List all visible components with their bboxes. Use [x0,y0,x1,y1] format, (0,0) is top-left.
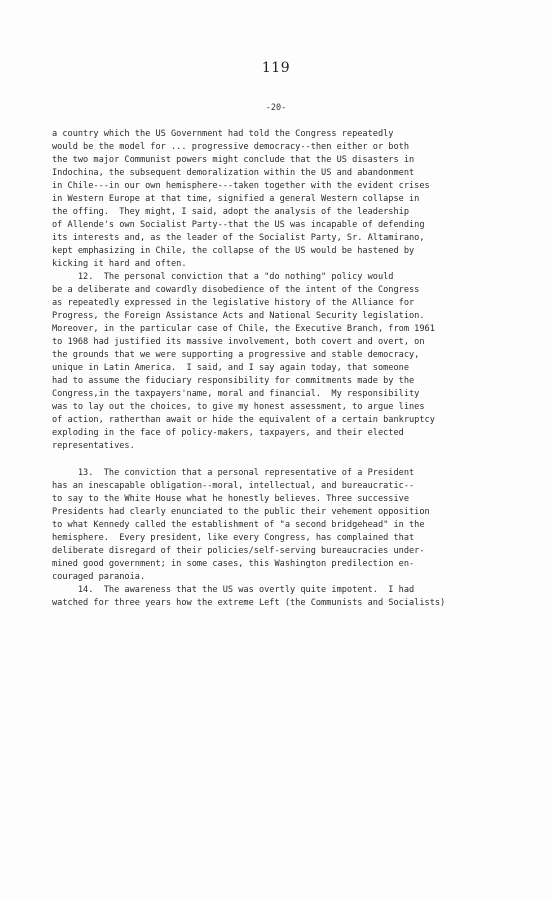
text-line: be a deliberate and cowardly disobedience of the intent of the Congress [52,285,420,295]
page-number: 119 [261,60,291,76]
text-line: Indochina, the subsequent demoralization within the US and abandonment [52,168,415,178]
paragraph [52,128,502,271]
text-line: to 1968 had justified its massive involvement, both covert and overt, on [52,337,425,347]
paragraph [52,584,502,610]
text-line: in Western Europe at that time, signified a general Western collapse in [52,194,420,204]
text-line: unique in Latin America. I said, and I say again today, that someone [52,363,409,373]
text-line: had to assume the fiduciary responsibility for commitments made by the [52,376,415,386]
text-line: its interests and, as the leader of the Socialist Party, Sr. Altamirano, [52,233,425,243]
text-line: mined good government; in some cases, this Washington predilection en- [52,559,415,569]
text-line: would be the model for ... progressive democracy--then either or both [52,142,409,152]
text-line: was to lay out the choices, to give my honest assessment, to argue lines [52,402,425,412]
text-line: deliberate disregard of their policies/self-serving bureaucracies under- [52,546,425,556]
text-line: to what Kennedy called the establishment of "a second bridgehead" in the [52,520,425,530]
text-line: representatives. [52,441,135,451]
text-line: of Allende's own Socialist Party--that the US was incapable of defending [52,220,425,230]
text-line: has an inescapable obligation--moral, intellectual, and bureaucratic-- [52,481,415,491]
sub-page-number: -20- [265,103,287,113]
text-line: 13. The conviction that a personal representative of a President [52,468,415,478]
body-text [52,128,502,610]
text-line: as repeatedly expressed in the legislative history of the Alliance for [52,298,415,308]
text-line: to say to the White House what he honestly believes. Three successive [52,494,409,504]
paragraph [52,271,502,453]
text-line: the two major Communist powers might conclude that the US disasters in [52,155,415,165]
text-line: a country which the US Government had told the Congress repeatedly [52,129,394,139]
paragraph [52,467,502,584]
text-line: Moreover, in the particular case of Chile, the Executive Branch, from 1961 [52,324,435,334]
text-line: 12. The personal conviction that a "do nothing" policy would [52,272,394,282]
text-line: Progress, the Foreign Assistance Acts and National Security legislation. [52,311,425,321]
text-line: kept emphasizing in Chile, the collapse of the US would be hastened by [52,246,415,256]
text-line: kicking it hard and often. [52,259,187,269]
paragraph-gap [52,453,502,467]
text-line: the grounds that we were supporting a progressive and stable democracy, [52,350,420,360]
text-line: hemisphere. Every president, like every Congress, has complained that [52,533,415,543]
text-line: couraged paranoia. [52,572,146,582]
text-line: of action, ratherthan await or hide the equivalent of a certain bankruptcy [52,415,435,425]
text-line: Presidents had clearly enunciated to the public their vehement opposition [52,507,430,517]
text-line: 14. The awareness that the US was overtly quite impotent. I had [52,585,415,595]
text-line: Congress,in the taxpayers'name, moral and financial. My responsibility [52,389,420,399]
text-line: watched for three years how the extreme Left (the Communists and Socialists) [52,598,446,608]
text-line: exploding in the face of policy-makers, taxpayers, and their elected [52,428,404,438]
text-line: in Chile---in our own hemisphere---taken together with the evident crises [52,181,430,191]
text-line: the offing. They might, I said, adopt the analysis of the leadership [52,207,409,217]
